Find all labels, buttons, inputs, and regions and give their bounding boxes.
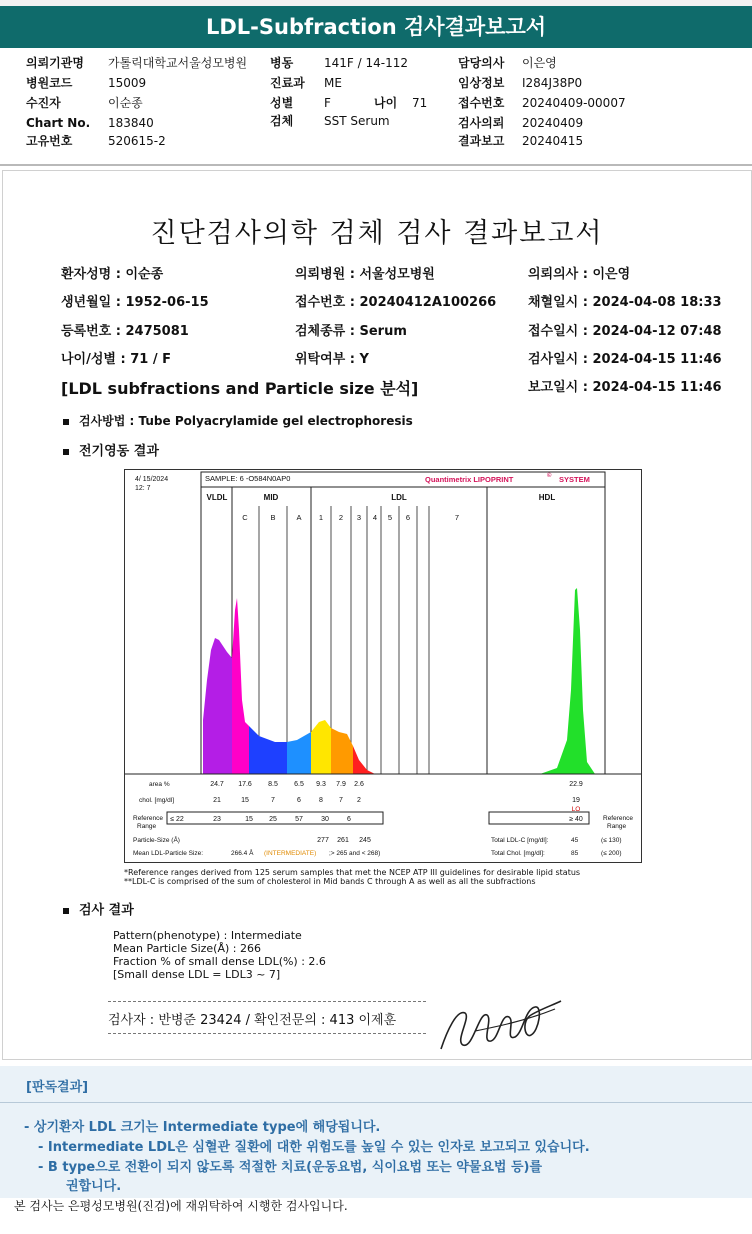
mean-ranges: ;> 265 and < 268) <box>329 850 381 857</box>
curve-mid-b <box>249 726 287 774</box>
lipoprint-chart <box>124 469 642 863</box>
value-ward: 141F / 14-112 <box>324 56 408 70</box>
label-doctor: 담당의사 <box>458 56 505 70</box>
interpretation-divider <box>0 1102 752 1103</box>
method-line <box>63 412 413 429</box>
chol-value: 7 <box>339 797 343 804</box>
band-label-7: 7 <box>454 513 460 522</box>
report-document <box>2 170 752 1060</box>
result-mean-size: Mean Particle Size(Å) : 266 <box>113 942 261 955</box>
electro-line <box>63 440 159 459</box>
result-pattern: Pattern(phenotype) : Intermediate <box>113 929 302 942</box>
value-age: 71 <box>412 96 428 110</box>
area-value: 17.6 <box>238 781 252 788</box>
footnotes <box>124 868 580 886</box>
value-clinical-info: I284J38P0 <box>522 76 583 90</box>
bullet-icon <box>63 449 69 455</box>
total-ldl-label: Total LDL-C [mg/dl]: <box>491 837 549 844</box>
footnote-1: *Reference ranges derived from 125 serum samples that met the NCEP ATP III guidelines for desirable lipid status <box>124 868 581 877</box>
curve-hdl <box>540 588 595 774</box>
particle-value: 277 <box>317 837 329 844</box>
mean-value: 266.4 Å <box>231 850 254 857</box>
value-report-date: 20240415 <box>522 134 584 148</box>
label-specimen: 검체 <box>270 114 294 128</box>
area-value: 8.5 <box>268 781 278 788</box>
ref-value: 30 <box>321 816 329 823</box>
area-value: 7.9 <box>336 781 346 788</box>
result-fraction: Fraction % of small dense LDL(%) : 2.6 <box>113 955 326 968</box>
registration-no: 등록번호 : 2475081 <box>61 324 189 339</box>
band-label-5: 5 <box>387 513 393 522</box>
chart-time: 12: 7 <box>135 485 151 492</box>
particle-value: 261 <box>337 837 349 844</box>
test-time: 검사일시 : 2024-04-15 11:46 <box>528 352 722 367</box>
total-chol-ref: (≤ 200) <box>601 850 622 857</box>
section-title: [LDL subfractions and Particle size 분석] <box>61 379 419 398</box>
curve-mid-c <box>232 598 249 774</box>
area-value: 6.5 <box>294 781 304 788</box>
band-label-3: 3 <box>356 513 362 522</box>
chart-brand-suffix: SYSTEM <box>559 475 590 484</box>
chart-sample: SAMPLE: 6 -O584N0AP0 <box>205 474 291 483</box>
signer-bottom-rule <box>108 1033 426 1034</box>
value-institution: 가톨릭대학교서울성모병원 <box>108 56 248 70</box>
interpretation-line-4: 권합니다. <box>66 1179 122 1194</box>
label-examinee: 수진자 <box>26 96 61 110</box>
result-title: 검사 결과 <box>79 903 134 918</box>
curve-ldl1 <box>311 720 331 774</box>
request-header <box>0 52 752 158</box>
ref-value-hdl: ≥ 40 <box>569 816 583 823</box>
label-sex: 성별 <box>270 96 294 110</box>
label-report-date: 결과보고 <box>458 134 505 148</box>
interpretation-line-2: - Intermediate LDL은 심혈관 질환에 대한 위험도를 높일 수 있는 인자로 보고되고 있습니다. <box>38 1140 590 1155</box>
requesting-hospital: 의뢰병원 : 서울성모병원 <box>295 267 435 282</box>
band-label-B: B <box>270 513 276 522</box>
band-label-6: 6 <box>405 513 411 522</box>
band-label-2: 2 <box>338 513 344 522</box>
chol-value: 21 <box>213 797 221 804</box>
value-department: ME <box>324 76 342 90</box>
region-ldl: LDL <box>391 493 407 502</box>
area-value: 2.6 <box>354 781 364 788</box>
area-value: 24.7 <box>210 781 224 788</box>
ref-value: ≤ 22 <box>170 816 184 823</box>
footer-note: 본 검사는 은평성모병원(진검)에 재위탁하여 시행한 검사입니다. <box>14 1199 348 1213</box>
value-specimen: SST Serum <box>324 114 390 128</box>
birth-date: 생년월일 : 1952-06-15 <box>61 295 209 310</box>
curve-mid-a <box>287 732 311 774</box>
mean-label: Mean LDL-Particle Size: <box>133 850 204 857</box>
lo-flag: LO <box>571 806 581 813</box>
chol-row-label: chol. [mg/dl] <box>139 797 175 804</box>
ref-label-2: Range <box>137 823 157 830</box>
curve-ldl3 <box>353 746 375 774</box>
label-clinical-info: 임상정보 <box>458 76 505 90</box>
result-block <box>113 929 326 981</box>
chol-value: 7 <box>271 797 275 804</box>
value-request-date: 20240409 <box>522 116 584 130</box>
report-title: 진단검사의학 검체 검사 결과보고서 <box>150 218 604 249</box>
method-text: 검사방법 : Tube Polyacrylamide gel electrophoresis <box>79 414 413 428</box>
age-sex: 나이/성별 : 71 / F <box>61 352 172 367</box>
chol-value: 6 <box>297 797 301 804</box>
ref-label-right-1: Reference <box>603 815 633 822</box>
footnote-2: **LDL-C is comprised of the sum of cholesterol in Mid bands C through A as well as all the subfractions <box>124 877 536 886</box>
label-unique-no: 고유번호 <box>26 134 73 148</box>
receipt-number: 접수번호 : 20240412A100266 <box>295 295 497 310</box>
total-chol-label: Total Chol. [mg/dl]: <box>491 850 545 857</box>
value-doctor: 이은영 <box>522 56 557 70</box>
signer-top-rule <box>108 1001 426 1002</box>
interpretation-line-1: - 상기환자 LDL 크기는 Intermediate type에 해당됩니다. <box>24 1120 381 1135</box>
particle-label: Particle-Size (Å) <box>133 837 180 844</box>
report-time: 보고일시 : 2024-04-15 11:46 <box>528 380 722 395</box>
band-label-A: A <box>296 513 302 522</box>
value-hospital-code: 15009 <box>108 76 147 90</box>
area-value-hdl: 22.9 <box>569 781 583 788</box>
mean-class: (INTERMEDIATE) <box>264 850 317 857</box>
band-label-C: C <box>242 513 248 522</box>
ref-value: 15 <box>245 816 253 823</box>
label-request-date: 검사의뢰 <box>458 116 505 130</box>
chol-value: 8 <box>319 797 323 804</box>
chart-brand: Quantimetrix LIPOPRINT <box>425 475 514 484</box>
total-chol-value: 85 <box>571 850 579 857</box>
label-age: 나이 <box>374 96 398 110</box>
label-department: 진료과 <box>270 76 305 90</box>
region-mid: MID <box>263 493 279 502</box>
label-institution: 의뢰기관명 <box>26 56 84 70</box>
consignment: 위탁여부 : Y <box>295 352 369 367</box>
bullet-icon <box>63 419 69 425</box>
interpretation-panel <box>0 1066 752 1198</box>
chol-value: 15 <box>241 797 249 804</box>
total-ldl-ref: (≤ 130) <box>601 837 622 844</box>
patient-name: 환자성명 : 이순종 <box>61 267 164 282</box>
specimen-type: 검체종류 : Serum <box>295 324 407 339</box>
value-receipt-no: 20240409-00007 <box>522 96 626 110</box>
label-ward: 병동 <box>270 56 294 70</box>
ref-label-1: Reference <box>133 815 163 822</box>
value-chart-no: 183840 <box>108 116 154 130</box>
curve-ldl2 <box>331 728 353 774</box>
area-row-label: area % <box>149 781 170 788</box>
header-separator <box>0 164 752 166</box>
ref-label-right-2: Range <box>607 823 627 830</box>
label-chart-no: Chart No. <box>26 116 91 130</box>
value-examinee: 이순종 <box>108 96 143 110</box>
total-ldl-value: 45 <box>571 837 579 844</box>
chart-brand-mark: © <box>547 473 552 479</box>
signer-line: 검사자 : 반병준 23424 / 확인전문의 : 413 이제훈 <box>108 1013 397 1028</box>
region-vldl: VLDL <box>206 493 228 502</box>
bullet-icon <box>63 908 69 914</box>
ref-value: 25 <box>269 816 277 823</box>
requesting-doctor: 의뢰의사 : 이은영 <box>528 267 631 282</box>
interpretation-line-3: - B type으로 전환이 되지 않도록 적절한 치료(운동요법, 식이요법 또는 약물요법 등)를 <box>38 1160 543 1175</box>
page-title: LDL-Subfraction 검사결과보고서 <box>0 6 752 48</box>
value-sex: F <box>324 96 331 110</box>
chol-value-hdl: 19 <box>572 797 580 804</box>
label-receipt-no: 접수번호 <box>458 96 505 110</box>
electro-text: 전기영동 결과 <box>79 444 159 459</box>
ref-value: 6 <box>347 816 351 823</box>
band-label-4: 4 <box>372 513 378 522</box>
label-hospital-code: 병원코드 <box>26 76 73 90</box>
region-hdl: HDL <box>538 493 556 502</box>
graph-frame <box>201 472 605 774</box>
area-value: 9.3 <box>316 781 326 788</box>
interpretation-title: [판독결과] <box>26 1080 89 1095</box>
result-heading <box>63 899 134 918</box>
particle-value: 245 <box>359 837 371 844</box>
chol-value: 2 <box>357 797 361 804</box>
ref-value: 57 <box>295 816 303 823</box>
ref-value: 23 <box>213 816 221 823</box>
receive-time: 접수일시 : 2024-04-12 07:48 <box>528 324 722 339</box>
draw-time: 채혈일시 : 2024-04-08 18:33 <box>528 295 722 310</box>
signature-mark <box>435 991 565 1057</box>
curve-vldl <box>203 638 232 774</box>
value-unique-no: 520615-2 <box>108 134 166 148</box>
result-definition: [Small dense LDL = LDL3 ~ 7] <box>113 968 281 981</box>
chart-date: 4/ 15/2024 <box>135 476 169 483</box>
electrophoresis-chart <box>125 470 641 862</box>
band-label-1: 1 <box>318 513 324 522</box>
